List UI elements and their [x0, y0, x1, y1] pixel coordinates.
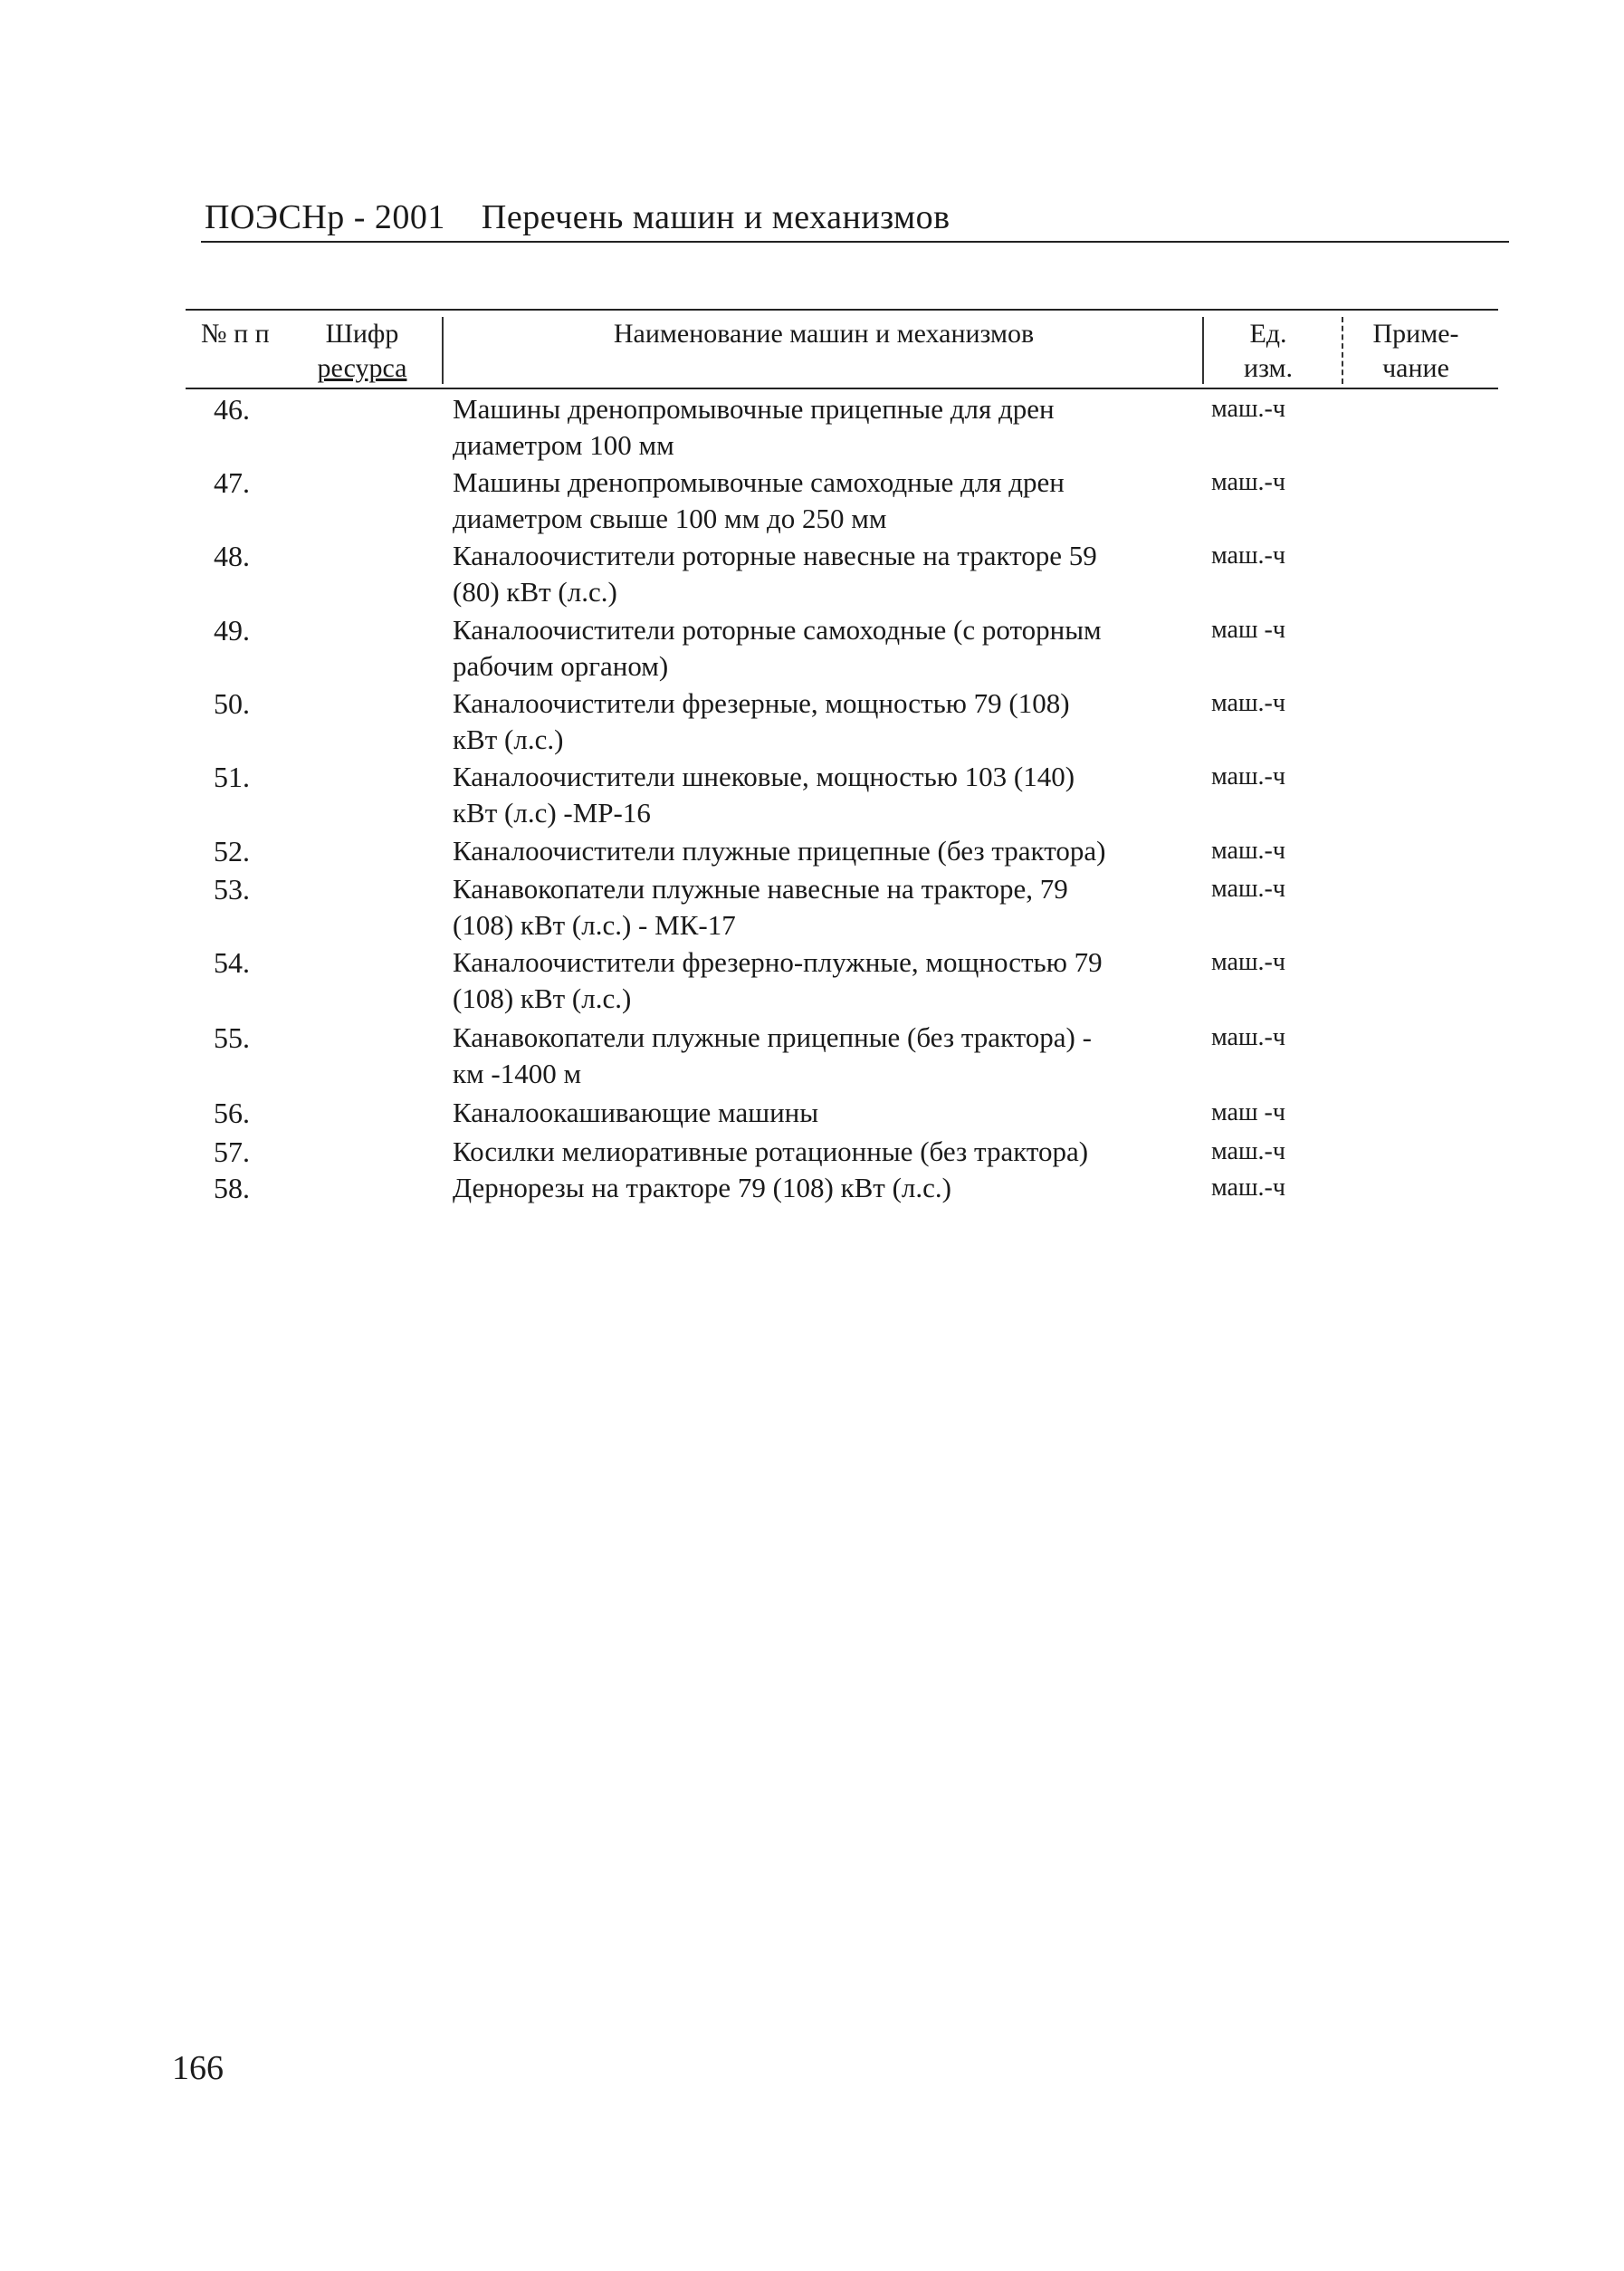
row-name-line2: (80) кВт (л.с.): [453, 576, 617, 608]
row-name-line1: Канавокопатели плужные прицепные (без трактора) -: [453, 1021, 1092, 1053]
column-header-unit: [1209, 317, 1327, 386]
row-number: 58.: [214, 1172, 250, 1204]
row-unit: маш.-ч: [1211, 468, 1285, 496]
column-header-unit-line2: изм.: [1244, 353, 1293, 383]
row-number: 48.: [214, 540, 250, 572]
row-name: [453, 833, 1195, 869]
column-header-num: № п п: [201, 319, 270, 349]
row-name-line2: рабочим органом): [453, 650, 669, 682]
row-name-line2: км -1400 м: [453, 1058, 582, 1089]
row-name-line1: Каналоочистители шнековые, мощностью 103 (140): [453, 761, 1075, 792]
table-top-rule: [186, 309, 1498, 311]
row-unit: маш.-ч: [1211, 1174, 1285, 1202]
column-header-note: [1352, 317, 1479, 386]
row-name-line1: Каналоочистители роторные навесные на тракторе 59: [453, 540, 1097, 571]
row-name-line2: диаметром 100 мм: [453, 429, 674, 461]
row-unit: маш.-ч: [1211, 689, 1285, 717]
row-unit: маш.-ч: [1211, 948, 1285, 976]
column-header-code: [299, 317, 425, 386]
document-title: Перечень машин и механизмов: [481, 198, 951, 236]
row-name-line1: Канавокопатели плужные навесные на тракторе, 79: [453, 873, 1068, 905]
row-name-line1: Каналоочистители фрезерные, мощностью 79 (108): [453, 687, 1070, 719]
row-number: 47.: [214, 466, 250, 499]
row-unit: маш.-ч: [1211, 395, 1285, 423]
row-number: 49.: [214, 614, 250, 647]
row-name-line1: Каналоочистители роторные самоходные (с роторным: [453, 614, 1102, 646]
row-name: [453, 1170, 1195, 1206]
table-header-rule: [186, 388, 1498, 389]
page-header: [205, 197, 951, 237]
row-name: [453, 685, 1195, 758]
row-name-line2: (108) кВт (л.с.) - МК-17: [453, 909, 736, 941]
row-number: 54.: [214, 946, 250, 979]
column-header-unit-line1: Ед.: [1249, 319, 1287, 349]
header-rule: [201, 241, 1509, 243]
row-unit: маш.-ч: [1211, 837, 1285, 865]
row-name: [453, 1020, 1195, 1092]
row-number: 51.: [214, 761, 250, 793]
row-name: [453, 1134, 1195, 1170]
row-name-line2: (108) кВт (л.с.): [453, 982, 632, 1014]
row-unit: маш -ч: [1211, 616, 1285, 644]
row-name-line2: кВт (л.с.): [453, 723, 564, 755]
row-unit: маш.-ч: [1211, 541, 1285, 570]
row-name-line1: Каналоокашивающие машины: [453, 1097, 819, 1128]
column-header-note-line1: Приме-: [1372, 319, 1459, 349]
row-name-line1: Каналоочистители плужные прицепные (без трактора): [453, 835, 1106, 867]
row-number: 52.: [214, 835, 250, 867]
row-number: 53.: [214, 873, 250, 906]
column-header-code-line2: ресурса: [317, 353, 407, 383]
row-name-line1: Каналоочистители фрезерно-плужные, мощностью 79: [453, 946, 1103, 978]
column-header-name: Наименование машин и механизмов: [613, 319, 1035, 349]
row-number: 55.: [214, 1021, 250, 1054]
row-name-line1: Косилки мелиоративные ротационные (без трактора): [453, 1136, 1089, 1167]
column-separator-unit-note: [1342, 317, 1343, 384]
page-number: 166: [172, 2049, 224, 2087]
row-name-line1: Дернорезы на тракторе 79 (108) кВт (л.с.): [453, 1172, 951, 1203]
column-separator-code-name: [442, 317, 444, 384]
row-number: 46.: [214, 393, 250, 426]
row-unit: маш.-ч: [1211, 1023, 1285, 1051]
row-name: [453, 612, 1195, 685]
row-unit: маш -ч: [1211, 1098, 1285, 1126]
row-unit: маш.-ч: [1211, 762, 1285, 791]
row-name: [453, 538, 1195, 610]
row-name-line2: диаметром свыше 100 мм до 250 мм: [453, 503, 887, 534]
row-unit: маш.-ч: [1211, 875, 1285, 903]
row-name: [453, 944, 1195, 1017]
row-number: 56.: [214, 1097, 250, 1129]
row-name-line1: Машины дренопромывочные самоходные для дрен: [453, 466, 1065, 498]
document-code: ПОЭСНр - 2001: [205, 198, 445, 236]
row-name-line1: Машины дренопромывочные прицепные для дрен: [453, 393, 1055, 425]
row-number: 50.: [214, 687, 250, 720]
row-name-line2: кВт (л.с) -МР-16: [453, 797, 651, 829]
row-name: [453, 1095, 1195, 1131]
row-number: 57.: [214, 1136, 250, 1168]
row-name: [453, 871, 1195, 944]
row-name: [453, 759, 1195, 831]
row-unit: маш.-ч: [1211, 1137, 1285, 1165]
column-header-note-line2: чание: [1382, 353, 1449, 383]
row-name: [453, 465, 1195, 537]
row-name: [453, 391, 1195, 464]
column-header-code-line1: Шифр: [325, 319, 399, 349]
column-separator-name-unit: [1202, 317, 1204, 384]
